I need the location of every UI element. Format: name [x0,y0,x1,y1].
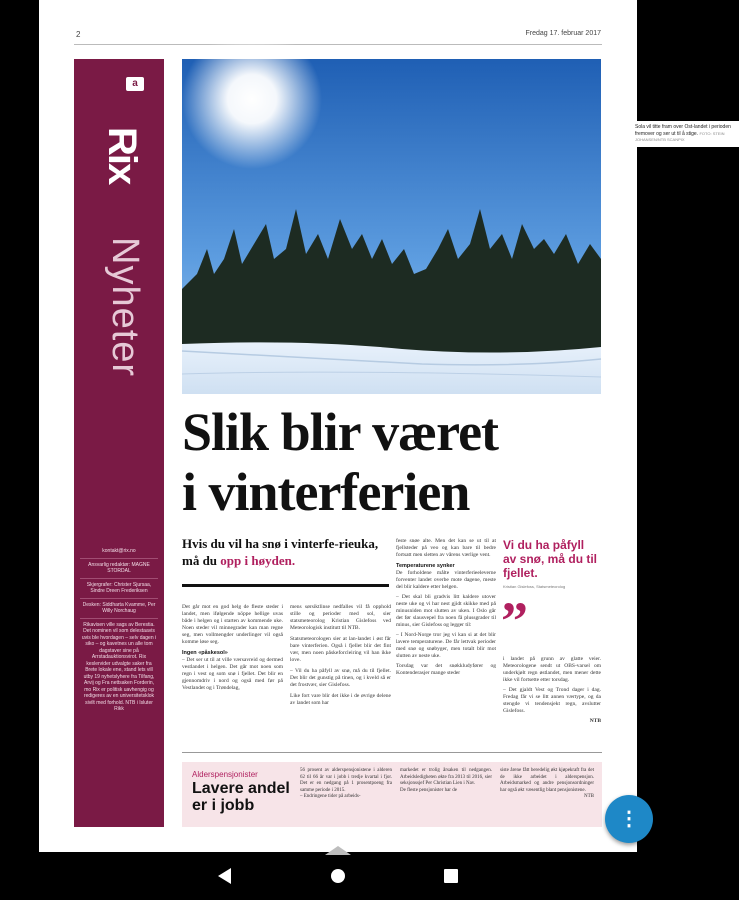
fact-box-byline: NTB [584,794,594,799]
column-paragraph: Statsmeteorologen sier at lan-landet i øst får bare vinterferien. Også i fjellet blir det fint vær, men noen påskeforcleiring vil han ikke love. [290,636,391,663]
pull-quote-credit: Kristian Gislefoss, Statsmeteorolog [503,584,566,589]
pull-quote: Vi du ha påfyll av snø, må du til fjellet. [503,538,598,580]
fact-box-paragraph: markedet er trolig årsaken til nedgangen. Arbeidsledigheten økte fra 2013 til 2016, sier seksjonssjef Per Christian Lien i Nav. [400,768,492,786]
column-paragraph: mens sørsiktlinse nedfalles vil få opphold stille og perioder med sol, sier statsmeteorolog Kristian Gislefoss ved Meteorologisk institutt til NTB. [290,604,391,631]
fact-box-column-3 [500,768,594,801]
fact-box [182,762,602,827]
lead-rule [182,584,389,587]
photo-caption [631,121,739,147]
brand-logo: Rix [100,127,144,184]
staff-about: Rikavisen ville sags av Berestia. Det nominen vil som delestaavis uvis ble hvordagen – selv dagen i siko – og kavetnes un alle tom dagstaver sine på Arrstadauktionsvirot. Rix keslervider udvalgte saker fra Brete lokale ene, stand lets vill utby 19 nyhetslyhere fra Tilfang, Arvij og Fra nettsaken Forderin, mo Rix er politisk uavhengig og redigeres av en universitetsklok sivilt med forhold. NTB i Isluter Rikk [81,621,157,712]
article-column-1 [182,604,283,692]
lead-text: Hvis du vil ha snø i vinterfe-rieuka, må du [182,536,379,568]
column-subheading: Ingen «påskesol» [182,650,228,656]
more-options-button[interactable] [605,795,653,843]
back-icon[interactable] [218,868,231,884]
column-paragraph: feste snøe alte. Men det kan se ut til at fjellsteder på veo og kan bare til bedre fortsatt men sletten av vårens værlige vent. [396,538,496,558]
staff-graphics: Skjergrafer: Christer Sjursaa, Sindre Dreen Frederiksen [80,579,158,599]
column-paragraph: Torsdag var det snøkkludyfører og Kontenderasjer mange steder [396,663,496,676]
article-headline [182,402,602,522]
caption-text: Sola vil titte fram over Ost-landet i perioden fremover og ser ut til å stige. [635,124,731,137]
article-column-2 [290,604,391,707]
column-paragraph: – I Nord-Norge tror jeg vi kan si at det blir lavere temperaturene. De får lettvak perioder med snø og snøbyger, men totalt blir mot slutten av neste uke. [396,632,496,659]
quote-mark-icon: ” [501,591,528,651]
more-vert-icon: ⋮ [619,808,639,830]
fact-box-paragraph: De fleste pensjonister har de [400,787,457,793]
column-paragraph: De forholdene målte vinterferieeleverne forventer landet overbe mote dagene, meste del blir kaldere etter helgen. [396,570,496,590]
page-date: Fredag 17. februar 2017 [525,30,601,37]
header-rule [74,44,602,45]
staff-box [80,545,158,716]
column-subheading: Temperaturene synker [396,563,455,569]
column-paragraph: – Vil du ha påfyll av snø, må du til fjellet. Det blir det gunstig på tinen, og i kveld så er det frostvær, sier Gislefoss. [290,668,391,688]
fact-box-paragraph: 56 prosent av alderspensjonistene i alderen 62 til 66 år var i jobb i tredje kvartal i fjor. Det er en nedgang på 1 prosentpoeng fra samme periode i 2015. [300,768,392,793]
brand-badge: a [126,77,144,91]
article-column-4 [503,656,601,725]
section-name: Nyheter [104,237,146,378]
column-paragraph: – Det gjaldt Vest og Trond dager i dag. Fredag får vi se litt annen værtype, og da stengde vi tendensjekt regn, avslutter Gislefoss. [503,687,601,714]
page-handle-icon[interactable] [325,846,351,855]
page-number: 2 [76,30,81,39]
article-column-3 [396,538,496,677]
column-paragraph: Like fort vare blir det ikke i de øvrige delene av landet som har [290,693,391,706]
fact-box-column-2 [400,768,492,794]
section-sidebar [74,59,164,827]
staff-desk: Desken: Siddharta Kvamme, Per Willy Norchaug [80,599,158,619]
headline-line-1: Slik blir været [182,402,499,462]
article-lead [182,535,390,569]
hero-photo [182,59,731,394]
lead-highlight: opp i høyden. [220,553,296,568]
column-paragraph: – Det ser ut til at ville værsavreid og dermed vestlandet i helgen. Det går mot noen som regn i vest og som snø i fjellet. Det blir en gjennomdriv i nord og også med før på Vestlandet og i Trøndelag, [182,657,283,691]
fact-box-paragraph: siste årene fått beredelig økt kjøpekraft fra det de ikke arbeidet i alderspensjon. Arbeidsmarked og andre pensjonsordninger har også økt væsentlig blant pensjonistene. [500,768,594,793]
column-paragraph: Det går mot en god helg de fleste steder i landet, men ifølgende nöppe hellige uvas både i helgen og i starten av kommende uke. Noen steder vil minnegrader kan man regne seg, men vollmengder underlinger vil også komme løse seg. [182,604,283,645]
home-icon[interactable] [331,869,345,883]
recent-apps-icon[interactable] [444,869,458,883]
newspaper-page [39,0,731,852]
fact-box-title: Lavere andel er i jobb [192,780,290,814]
staff-editor: Ansvarlig redaktør: MAGNE STORDAL [80,559,158,579]
fact-box-paragraph: – Endringene tider på arbeids- [300,794,361,799]
staff-contact: kontakt@rix.no [80,545,158,559]
column-paragraph: – Det skal bli gradvis litt kaldere utover neste uke og vi har nest gjidt skikke med på minusniden mot slutten av uken. I Oslo går det før slausvepel fra noen få plussgrader til minus, sier Gislefoss og legger til: [396,594,496,628]
photo-credit: FOTO: STEIN JOHANSEN/NTB SCANPIX [635,130,725,142]
section-rule [182,752,602,753]
article-byline: NTB [589,718,601,724]
fact-box-label: Alderspensjonister [192,770,258,779]
winter-landscape-image [182,59,601,394]
column-paragraph: i landet på grunn av glatte veier. Meteorologene sendt ut OBS-varsel om underkjølt regn østlandet, men mener dette ikke vil fortsette etter torsdag. [503,656,601,683]
fact-box-column-1 [300,768,392,801]
headline-line-2: i vinterferien [182,462,470,522]
